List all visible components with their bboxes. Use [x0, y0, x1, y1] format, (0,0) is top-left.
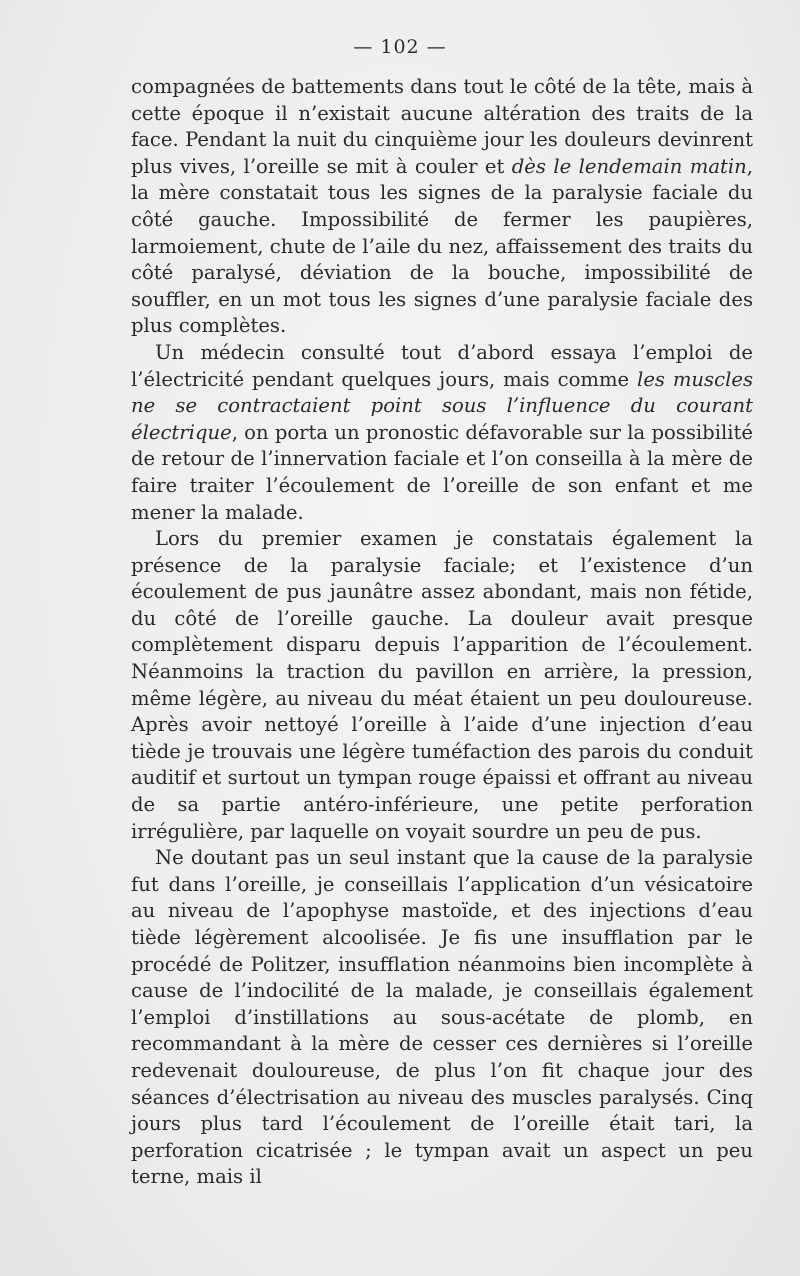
paragraph [131, 74, 753, 340]
text-segment: , la mère constatait tous les signes de la paralysie faciale du côté gauche. Impossibilité de fermer les paupières, larmoiement, chute de l’aile du nez, affaissement des traits du côté paralysé, déviation de la bouche, impossibilité de souffler, en un mot tous les signes d’une paralysie faciale des plus complètes. [131, 154, 753, 338]
text-segment: , on porta un pronostic défavorable sur la possibilité de retour de l’innervation faciale et l’on conseilla à la mère de faire traiter l’écoulement de l’oreille de son enfant et me mener la malade. [131, 420, 753, 524]
paragraph [131, 526, 753, 845]
text-segment: compagnées de battements dans tout le côté de la tête, mais à cette époque il n’existait aucune altération des traits de la face. Pendant la nuit du cinquième jour les douleurs devinrent plus vives, l’oreille se mit à couler et [131, 75, 753, 178]
paragraph [131, 340, 753, 526]
text-segment: Lors du premier examen je constatais également la présence de la paralysie faciale; et l’existence d’un écoulement de pus jaunâtre assez abondant, mais non fétide, du côté de l’oreille gauche. La douleur avait presque complètement disparu depuis l’apparition de l’écoulement. Néanmoins la traction du pavillon en arrière, la pression, même légère, au niveau du méat étaient un peu douloureuse. Après avoir nettoyé l’oreille à l’aide d’une injection d’eau tiède je trouvais une légère tuméfaction des parois du conduit auditif et surtout un tympan rouge épaissi et offrant au niveau de sa partie antéro-inférieure, une petite perforation irrégulière, par laquelle on voyait sourdre un peu de pus. [131, 527, 753, 843]
italic-segment: dès le lendemain matin [511, 154, 747, 178]
italic-segment: les muscles ne se contractaient point sous l’influence du courant électrique [131, 367, 753, 444]
page-number: — 102 — [353, 36, 447, 58]
paragraph [131, 845, 753, 1191]
text-segment: Ne doutant pas un seul instant que la cause de la paralysie fut dans l’oreille, je conseillais l’application d’un vésicatoire au niveau de l’apophyse mastoïde, et des injections d’eau tiède légèrement alcoolisée. Je fis une insufflation par le procédé de Politzer, insufflation néanmoins bien incomplète à cause de l’indocilité de la malade, je conseillais également l’emploi d’instillations au sous-acétate de plomb, en recommandant à la mère de cesser ces dernières si l’oreille redevenait douloureuse, de plus l’on fit chaque jour des séances d’électrisation au niveau des muscles paralysés. Cinq jours plus tard l’écoulement de l’oreille était tari, la perforation cicatrisée ; le tympan avait un aspect un peu terne, mais il [131, 846, 753, 1189]
text-segment: Un médecin consulté tout d’abord essaya l’emploi de l’électricité pendant quelques jours, mais comme [131, 340, 753, 391]
body-text [131, 74, 753, 1191]
